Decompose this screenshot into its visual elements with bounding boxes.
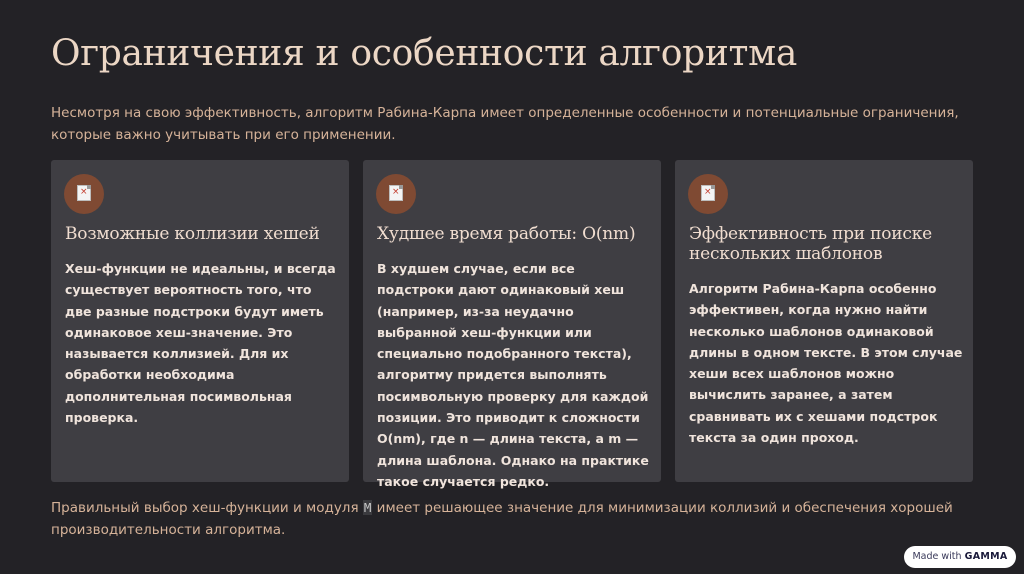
card-title: Возможные коллизии хешей: [65, 224, 320, 244]
broken-image-icon: [688, 174, 728, 214]
conclusion-text-end: имеет решающее значение для минимизации коллизий и обеспечения хорошей производительности алгоритма.: [51, 500, 953, 538]
modulus-code: M: [363, 500, 372, 515]
badge-prefix: Made with: [912, 551, 962, 562]
intro-text: Несмотря на свою эффективность, алгоритм Рабина-Карпа имеет определенные особенности и потенциальные ограничения, которые важно учитывать при его применении.: [51, 105, 959, 143]
conclusion-text-start: Правильный выбор хеш-функции и модуля: [51, 500, 363, 516]
made-with-gamma-badge[interactable]: [904, 546, 1016, 568]
card-multi-pattern-search: [675, 160, 973, 482]
conclusion-text: [51, 497, 971, 541]
gamma-logo: GAMMA: [964, 551, 1008, 562]
broken-image-icon: [376, 174, 416, 214]
page-title: Ограничения и особенности алгоритма: [51, 33, 798, 74]
card-hash-collisions: [51, 160, 349, 482]
card-title: Эффективность при поиске нескольких шаблонов: [689, 224, 933, 264]
card-title: Худшее время работы: O(nm): [377, 224, 636, 244]
card-body: Хеш-функции не идеальны, и всегда существует вероятность того, что две разные подстроки будут иметь одинаковое хеш-значение. Это называется коллизией. Для их обработки необходима дополнительная посимвольная проверка.: [65, 261, 336, 426]
broken-image-icon: [64, 174, 104, 214]
card-body: Алгоритм Рабина-Карпа особенно эффективен, когда нужно найти несколько шаблонов одинаковой длины в одном тексте. В этом случае хеши всех шаблонов можно вычислить заранее, а затем сравнивать их с хешами подстрок текста за один проход.: [689, 281, 963, 446]
card-worst-case-time: [363, 160, 661, 489]
card-body: В худшем случае, если все подстроки дают одинаковый хеш (например, из-за неудачно выбранной хеш-функции или специально подобранного текста), алгоритму придется выполнять посимвольную проверку для каждой позиции. Это приводит к сложности O(nm), где n — длина текста, а m — длина шаблона. Однако на практике такое случается редко.: [377, 261, 649, 489]
